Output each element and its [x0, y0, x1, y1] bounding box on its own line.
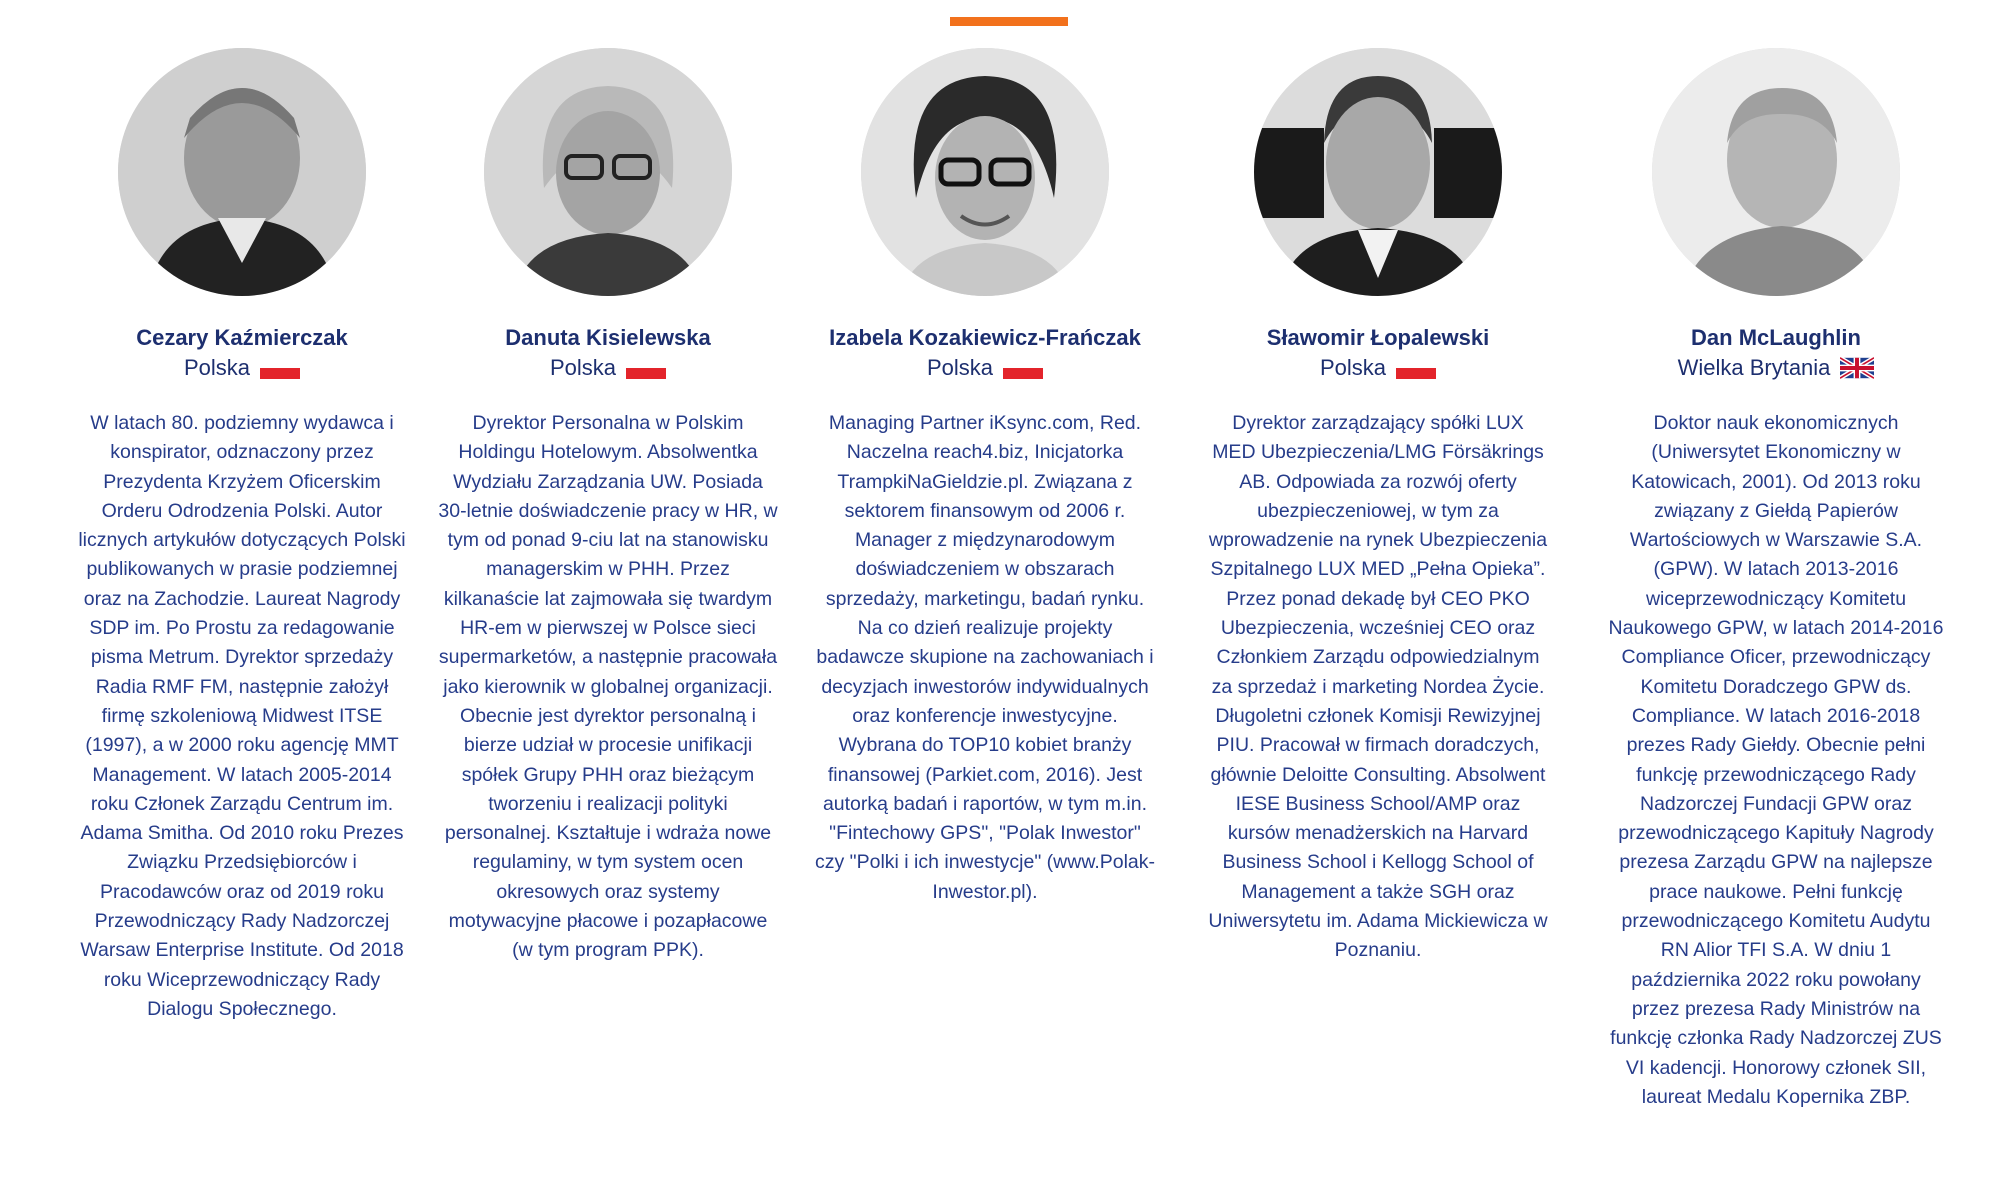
speaker-name: Izabela Kozakiewicz-Frańczak: [829, 325, 1141, 350]
country-label: Polska: [549, 355, 617, 380]
country-label: Polska: [1319, 355, 1387, 380]
speaker-country: [1320, 353, 1436, 383]
speaker-name: Dan McLaughlin: [1691, 325, 1861, 350]
poland-flag-icon: [1396, 368, 1436, 379]
speaker-name: Danuta Kisielewska: [505, 325, 711, 350]
speaker-photo: [1652, 48, 1900, 296]
speaker-bio: Dyrektor zarządzający spółki LUX MED Ubezpieczenia/LMG Försäkrings AB. Odpowiada za rozwój oferty ubezpieczeniowej, w tym za wprowadzenie na rynek Ubezpieczenia Szpitalnego LUX MED „Pełna Opieka”. Przez ponad dekadę był CEO PKO Ubezpieczenia, wcześniej CEO oraz Członkiem Zarządu odpowiedzialnym za sprzedaż i marketing Nordea Życie. Długoletni członek Komisji Rewizyjnej PIU. Pracował w firmach doradczych, głównie Deloitte Consulting. Absolwent IESE Business School/AMP oraz kursów menadżerskich na Harvard Business School i Kellogg School of Management a także SGH oraz Uniwersytetu im. Adama Mickiewicza w Poznaniu.: [1208, 412, 1548, 962]
speaker-bio: W latach 80. podziemny wydawca i konspirator, odznaczony przez Prezydenta Krzyżem Oficerskim Orderu Odrodzenia Polski. Autor licznych artykułów dotyczących Polski publikowanych w prasie podziemnej oraz na Zachodzie. Laureat Nagrody SDP im. Po Prostu za redagowanie pisma Metrum. Dyrektor sprzedaży Radia RMF FM, następnie założył firmę szkoleniową Midwest ITSE (1997), a w 2000 roku agencję MMT Management. W latach 2005-2014 roku Członek Zarządu Centrum im. Adama Smitha. Od 2010 roku Prezes Związku Przedsiębiorców i Pracodawców oraz od 2019 roku Przewodniczący Rady Nadzorczej Warsaw Enterprise Institute. Od 2018 roku Wiceprzewodniczący Rady Dialogu Społecznego.: [78, 412, 406, 1020]
speaker-country: [550, 353, 666, 383]
speaker-bio: Dyrektor Personalna w Polskim Holdingu Hotelowym. Absolwentka Wydziału Zarządzania UW. Posiada 30-letnie doświadczenie pracy w HR, w tym od ponad 9-ciu lat na stanowisku managerskim w PHH. Przez kilkanaście lat zajmowała się twardym HR-em w pierwszej w Polsce sieci supermarketów, a następnie pracowała jako kierownik w globalnej organizacji. Obecnie jest dyrektor personalną i bierze udział w procesie unifikacji spółek Grupy PHH oraz bieżącym tworzeniu i realizacji polityki personalnej. Kształtuje i wdraża nowe regulaminy, w tym system ocen okresowych oraz systemy motywacyjne płacowe i pozapłacowe (w tym program PPK).: [438, 412, 778, 962]
poland-flag-icon: [626, 368, 666, 379]
speaker-card-1: [72, 0, 412, 1024]
speaker-card-2: [438, 0, 778, 966]
speaker-photo: [484, 48, 732, 296]
speaker-bio: Managing Partner iKsync.com, Red. Naczelna reach4.biz, Inicjatorka TrampkiNaGieldzie.pl. Związana z sektorem finansowym od 2006 r. Manager z międzynarodowym doświadczeniem w obszarach sprzedaży, marketingu, badań rynku. Na co dzień realizuje projekty badawcze skupione na zachowaniach i decyzjach inwestorów indywidualnych oraz konferencje inwestycyjne. Wybrana do TOP10 kobiet branży finansowej (Parkiet.com, 2016). Jest autorką badań i raportów, w tym m.in. "Fintechowy GPS", "Polak Inwestor" czy "Polki i ich inwestycje" (www.Polak-Inwestor.pl).: [815, 412, 1156, 903]
poland-flag-icon: [1003, 368, 1043, 379]
speaker-name: Cezary Kaźmierczak: [136, 325, 348, 350]
poland-flag-icon: [260, 368, 300, 379]
speaker-name: Sławomir Łopalewski: [1266, 325, 1490, 350]
speaker-photo: [118, 48, 366, 296]
country-label: Wielka Brytania: [1677, 355, 1831, 380]
country-label: Polska: [926, 355, 994, 380]
speaker-photo: [1254, 48, 1502, 296]
speaker-card-4: [1208, 0, 1548, 966]
speaker-country: [1678, 353, 1875, 383]
speaker-photo: [861, 48, 1109, 296]
speaker-bio: Doktor nauk ekonomicznych (Uniwersytet Ekonomiczny w Katowicach, 2001). Od 2013 roku związany z Giełdą Papierów Wartościowych w Warszawie S.A. (GPW). W latach 2013-2016 wiceprzewodniczący Komitetu Naukowego GPW, w latach 2014-2016 Compliance Oficer, przewodniczący Komitetu Doradczego GPW ds. Compliance. W latach 2016-2018 prezes Rady Giełdy. Obecnie pełni funkcję przewodniczącego Rady Nadzorczej Fundacji GPW oraz przewodniczącego Kapituły Nagrody prezesa Zarządu GPW na najlepsze prace naukowe. Pełni funkcję przewodniczącego Komitetu Audytu RN Alior TFI S.A. W dniu 1 października 2022 roku powołany przez prezesa Rady Ministrów na funkcję członka Rady Nadzorczej ZUS VI kadencji. Honorowy członek SII, laureat Medalu Kopernika ZBP.: [1608, 412, 1944, 1108]
speaker-card-5: [1606, 0, 1946, 1112]
speaker-country: [184, 353, 300, 383]
speaker-card-3: [815, 0, 1155, 907]
country-label: Polska: [183, 355, 251, 380]
speaker-country: [927, 353, 1043, 383]
uk-flag-icon: [1840, 357, 1874, 379]
